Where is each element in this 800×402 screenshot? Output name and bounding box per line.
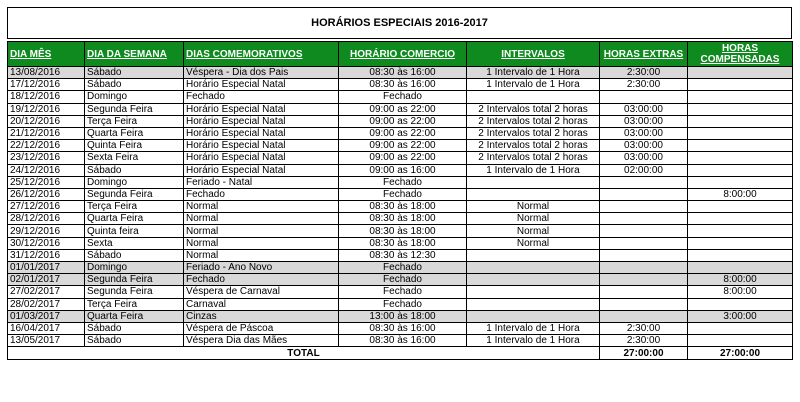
cell-weekday: Segunda Feira [85, 274, 184, 286]
cell-horas-extras: 2:30:00 [600, 67, 688, 79]
cell-interval: 2 Intervalos total 2 horas [467, 103, 600, 115]
cell-interval: Normal [467, 201, 600, 213]
table-row [8, 152, 793, 164]
cell-occasion: Normal [184, 213, 339, 225]
cell-occasion: Horário Especial Natal [184, 103, 339, 115]
table-body [8, 67, 793, 347]
cell-weekday: Domingo [85, 176, 184, 188]
cell-interval: Normal [467, 213, 600, 225]
total-label: TOTAL [8, 347, 600, 360]
cell-horas-compensadas [688, 79, 793, 91]
cell-horas-compensadas [688, 201, 793, 213]
table-row [8, 103, 793, 115]
table-row [8, 237, 793, 249]
cell-occasion: Normal [184, 249, 339, 261]
cell-date: 13/05/2017 [8, 335, 85, 347]
cell-date: 13/08/2016 [8, 67, 85, 79]
cell-hours: 09:00 as 22:00 [339, 127, 467, 139]
table-row [8, 286, 793, 298]
total-row [8, 347, 793, 360]
cell-weekday: Quarta Feira [85, 310, 184, 322]
cell-weekday: Terça Feira [85, 115, 184, 127]
cell-date: 31/12/2016 [8, 249, 85, 261]
cell-interval: Normal [467, 237, 600, 249]
table-row [8, 127, 793, 139]
table-row [8, 176, 793, 188]
cell-horas-extras: 2:30:00 [600, 335, 688, 347]
cell-horas-compensadas [688, 67, 793, 79]
cell-weekday: Sexta [85, 237, 184, 249]
cell-horas-compensadas [688, 140, 793, 152]
cell-occasion: Véspera Dia das Mães [184, 335, 339, 347]
cell-horas-compensadas [688, 225, 793, 237]
cell-occasion: Horário Especial Natal [184, 79, 339, 91]
cell-hours: 08:30 às 16:00 [339, 67, 467, 79]
cell-occasion: Horário Especial Natal [184, 115, 339, 127]
header-intervalos: INTERVALOS [467, 42, 600, 67]
cell-horas-compensadas [688, 262, 793, 274]
cell-interval [467, 91, 600, 103]
cell-horas-compensadas [688, 152, 793, 164]
cell-weekday: Segunda Feira [85, 188, 184, 200]
cell-interval: 2 Intervalos total 2 horas [467, 115, 600, 127]
cell-hours: 08:30 às 18:00 [339, 225, 467, 237]
cell-horas-compensadas [688, 249, 793, 261]
cell-date: 18/12/2016 [8, 91, 85, 103]
cell-horas-extras [600, 91, 688, 103]
cell-weekday: Quarta Feira [85, 213, 184, 225]
cell-horas-compensadas [688, 322, 793, 334]
cell-date: 20/12/2016 [8, 115, 85, 127]
cell-interval: 1 Intervalo de 1 Hora [467, 79, 600, 91]
header-horas-compensadas: HORAS COMPENSADAS [688, 42, 793, 67]
cell-hours: 08:30 às 16:00 [339, 79, 467, 91]
cell-weekday: Sábado [85, 164, 184, 176]
cell-occasion: Feriado - Ano Novo [184, 262, 339, 274]
table-row [8, 67, 793, 79]
cell-horas-compensadas: 8:00:00 [688, 188, 793, 200]
cell-hours: Fechado [339, 286, 467, 298]
cell-horas-extras [600, 286, 688, 298]
cell-interval [467, 249, 600, 261]
cell-weekday: Sexta Feira [85, 152, 184, 164]
table-row [8, 274, 793, 286]
cell-horas-extras: 02:00:00 [600, 164, 688, 176]
cell-occasion: Horário Especial Natal [184, 127, 339, 139]
table-row [8, 335, 793, 347]
cell-hours: 08:30 às 16:00 [339, 322, 467, 334]
cell-hours: 09:00 as 22:00 [339, 152, 467, 164]
cell-horas-extras [600, 213, 688, 225]
cell-occasion: Fechado [184, 91, 339, 103]
cell-weekday: Segunda Feira [85, 103, 184, 115]
cell-interval: Normal [467, 225, 600, 237]
cell-date: 30/12/2016 [8, 237, 85, 249]
cell-horas-extras [600, 225, 688, 237]
cell-date: 17/12/2016 [8, 79, 85, 91]
table-row [8, 201, 793, 213]
cell-interval: 2 Intervalos total 2 horas [467, 152, 600, 164]
cell-occasion: Feriado - Natal [184, 176, 339, 188]
header-row [8, 42, 793, 67]
header-horario-comercio: HORÁRIO COMERCIO [339, 42, 467, 67]
table-row [8, 188, 793, 200]
cell-horas-extras [600, 201, 688, 213]
header-dia-mes: DIA MÊS [8, 42, 85, 67]
header-dias-comemorativos: DIAS COMEMORATIVOS [184, 42, 339, 67]
sheet-title: HORÁRIOS ESPECIAIS 2016-2017 [7, 7, 792, 39]
cell-date: 19/12/2016 [8, 103, 85, 115]
cell-date: 01/03/2017 [8, 310, 85, 322]
cell-weekday: Sábado [85, 67, 184, 79]
cell-weekday: Terça Feira [85, 201, 184, 213]
cell-horas-extras [600, 262, 688, 274]
cell-horas-extras [600, 310, 688, 322]
header-dia-semana: DIA DA SEMANA [85, 42, 184, 67]
cell-interval: 2 Intervalos total 2 horas [467, 127, 600, 139]
cell-weekday: Segunda Feira [85, 286, 184, 298]
table-row [8, 115, 793, 127]
cell-horas-extras: 03:00:00 [600, 152, 688, 164]
cell-date: 23/12/2016 [8, 152, 85, 164]
cell-date: 22/12/2016 [8, 140, 85, 152]
cell-date: 02/01/2017 [8, 274, 85, 286]
cell-date: 26/12/2016 [8, 188, 85, 200]
cell-horas-extras: 2:30:00 [600, 322, 688, 334]
table-row [8, 249, 793, 261]
cell-horas-extras: 03:00:00 [600, 115, 688, 127]
spreadsheet [7, 7, 792, 360]
cell-hours: 08:30 às 18:00 [339, 237, 467, 249]
cell-weekday: Sábado [85, 322, 184, 334]
table-row [8, 262, 793, 274]
cell-hours: Fechado [339, 188, 467, 200]
cell-occasion: Véspera - Dia dos Pais [184, 67, 339, 79]
cell-horas-compensadas [688, 213, 793, 225]
cell-occasion: Normal [184, 201, 339, 213]
cell-interval: 1 Intervalo de 1 Hora [467, 335, 600, 347]
header-horas-extras: HORAS EXTRAS [600, 42, 688, 67]
cell-hours: 13:00 às 18:00 [339, 310, 467, 322]
table-row [8, 310, 793, 322]
cell-interval [467, 310, 600, 322]
cell-occasion: Véspera de Carnaval [184, 286, 339, 298]
table-row [8, 91, 793, 103]
cell-weekday: Quinta Feira [85, 140, 184, 152]
cell-horas-compensadas [688, 127, 793, 139]
cell-horas-extras [600, 237, 688, 249]
cell-occasion: Normal [184, 225, 339, 237]
cell-hours: Fechado [339, 298, 467, 310]
cell-weekday: Terça Feira [85, 298, 184, 310]
cell-date: 29/12/2016 [8, 225, 85, 237]
cell-occasion: Normal [184, 237, 339, 249]
cell-hours: 08:30 às 12:30 [339, 249, 467, 261]
cell-horas-compensadas [688, 164, 793, 176]
cell-hours: 09:00 as 22:00 [339, 103, 467, 115]
cell-hours: 09:00 as 22:00 [339, 140, 467, 152]
cell-horas-extras [600, 298, 688, 310]
cell-occasion: Horário Especial Natal [184, 152, 339, 164]
cell-horas-extras: 2:30:00 [600, 79, 688, 91]
cell-occasion: Fechado [184, 274, 339, 286]
cell-horas-extras: 03:00:00 [600, 127, 688, 139]
cell-occasion: Horário Especial Natal [184, 140, 339, 152]
table-row [8, 79, 793, 91]
cell-horas-compensadas [688, 237, 793, 249]
cell-weekday: Domingo [85, 91, 184, 103]
cell-date: 27/12/2016 [8, 201, 85, 213]
cell-hours: 09:00 as 22:00 [339, 115, 467, 127]
cell-horas-extras [600, 188, 688, 200]
cell-interval: 2 Intervalos total 2 horas [467, 140, 600, 152]
cell-interval: 1 Intervalo de 1 Hora [467, 164, 600, 176]
cell-hours: Fechado [339, 176, 467, 188]
total-horas-extras: 27:00:00 [600, 347, 688, 360]
cell-horas-extras [600, 249, 688, 261]
cell-hours: 08:30 às 18:00 [339, 201, 467, 213]
cell-date: 16/04/2017 [8, 322, 85, 334]
table-row [8, 225, 793, 237]
cell-horas-compensadas [688, 335, 793, 347]
cell-interval [467, 286, 600, 298]
cell-occasion: Horário Especial Natal [184, 164, 339, 176]
cell-horas-compensadas [688, 176, 793, 188]
cell-date: 28/02/2017 [8, 298, 85, 310]
cell-hours: Fechado [339, 274, 467, 286]
cell-weekday: Quarta Feira [85, 127, 184, 139]
cell-date: 28/12/2016 [8, 213, 85, 225]
cell-weekday: Domingo [85, 262, 184, 274]
cell-occasion: Véspera de Páscoa [184, 322, 339, 334]
cell-date: 01/01/2017 [8, 262, 85, 274]
cell-date: 25/12/2016 [8, 176, 85, 188]
cell-horas-extras [600, 274, 688, 286]
cell-horas-extras: 03:00:00 [600, 140, 688, 152]
cell-horas-compensadas [688, 298, 793, 310]
cell-horas-compensadas: 8:00:00 [688, 286, 793, 298]
cell-horas-compensadas [688, 115, 793, 127]
cell-hours: Fechado [339, 262, 467, 274]
table-row [8, 164, 793, 176]
cell-hours: 09:00 as 16:00 [339, 164, 467, 176]
cell-horas-compensadas [688, 103, 793, 115]
cell-interval: 1 Intervalo de 1 Hora [467, 322, 600, 334]
cell-interval [467, 176, 600, 188]
total-horas-compensadas: 27:00:00 [688, 347, 793, 360]
table-row [8, 322, 793, 334]
cell-weekday: Sábado [85, 335, 184, 347]
cell-weekday: Sábado [85, 79, 184, 91]
cell-occasion: Carnaval [184, 298, 339, 310]
table-row [8, 213, 793, 225]
cell-horas-extras: 03:00:00 [600, 103, 688, 115]
cell-interval: 1 Intervalo de 1 Hora [467, 67, 600, 79]
schedule-table [7, 41, 793, 360]
cell-date: 21/12/2016 [8, 127, 85, 139]
cell-hours: Fechado [339, 91, 467, 103]
table-row [8, 298, 793, 310]
cell-weekday: Sábado [85, 249, 184, 261]
cell-horas-extras [600, 176, 688, 188]
cell-interval [467, 262, 600, 274]
cell-horas-compensadas: 8:00:00 [688, 274, 793, 286]
cell-date: 24/12/2016 [8, 164, 85, 176]
cell-horas-compensadas [688, 91, 793, 103]
cell-occasion: Fechado [184, 188, 339, 200]
cell-horas-compensadas: 3:00:00 [688, 310, 793, 322]
cell-weekday: Quinta feira [85, 225, 184, 237]
table-row [8, 140, 793, 152]
cell-interval [467, 188, 600, 200]
cell-hours: 08:30 às 18:00 [339, 213, 467, 225]
cell-date: 27/02/2017 [8, 286, 85, 298]
cell-hours: 08:30 às 16:00 [339, 335, 467, 347]
cell-interval [467, 274, 600, 286]
cell-occasion: Cinzas [184, 310, 339, 322]
cell-interval [467, 298, 600, 310]
